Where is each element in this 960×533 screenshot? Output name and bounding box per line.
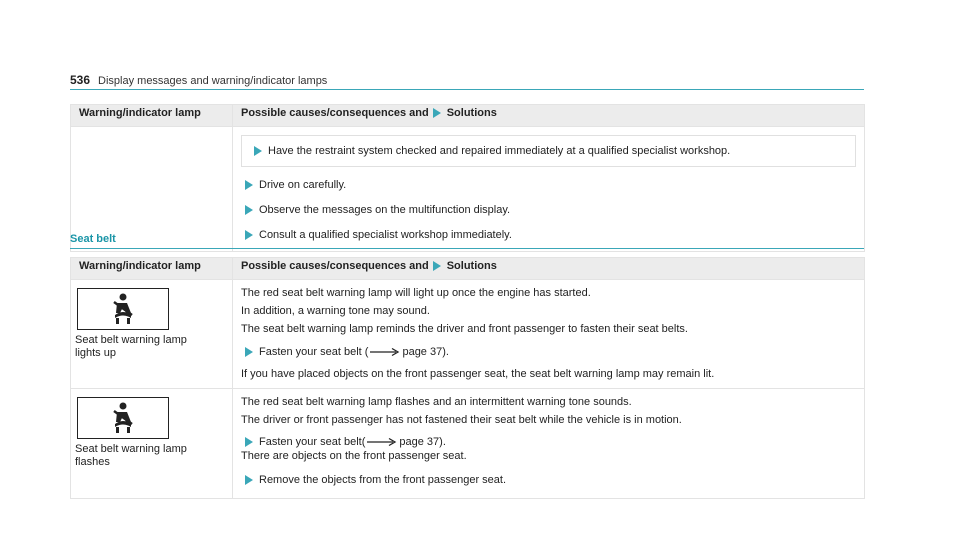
list-item: Consult a qualified specialist workshop immediately. — [241, 227, 856, 243]
solution-arrow-icon — [245, 437, 253, 447]
page-ref-arrow-icon — [367, 437, 397, 447]
page-link[interactable]: page 37). — [365, 434, 445, 450]
lamp-label: Seat belt warning lamp — [75, 334, 187, 346]
page-header — [70, 73, 327, 87]
boxed-instruction: Have the restraint system checked and repaired immediately at a qualified specialist workshop. — [241, 135, 856, 167]
page-title: Display messages and warning/indicator lamps — [98, 75, 328, 87]
col-header-causes: Possible causes/consequences and Solutions — [233, 105, 865, 127]
header-rule — [70, 89, 864, 90]
lamp-label: Seat belt warning lamp — [75, 443, 187, 455]
solution-arrow-icon — [245, 230, 253, 240]
causes-cell — [233, 127, 865, 252]
section-title: Seat belt — [70, 233, 116, 245]
list-item: Remove the objects from the front passenger seat. — [241, 472, 856, 488]
list-item: Observe the messages on the multifunction display. — [241, 202, 856, 218]
list-item: Fasten your seat belt ( page 37). — [241, 344, 856, 360]
solution-arrow-icon — [433, 108, 441, 118]
solution-arrow-icon — [245, 180, 253, 190]
col-header-lamp: Warning/indicator lamp — [71, 258, 233, 280]
solution-arrow-icon — [245, 347, 253, 357]
list-item: Fasten your seat belt( page 37). — [241, 434, 856, 450]
warning-table-2 — [70, 257, 865, 499]
causes-cell: The red seat belt warning lamp flashes and an intermittent warning tone sounds. The driver or front passenger has not fastened their seat belt while the vehicle is in motion. Fasten your seat belt( page 37). There are objects on the front passenger seat. Remove the objects from the front passenger seat. — [233, 389, 865, 499]
lamp-label: flashes — [75, 456, 110, 468]
warning-table-1 — [70, 104, 865, 252]
causes-cell: The red seat belt warning lamp will light up once the engine has started. In addition, a warning tone may sound. The seat belt warning lamp reminds the driver and front passenger to fasten their seat belts. Fasten your seat belt ( page 37). If you have placed objects on the front passenger seat, the seat belt warning lamp may remain lit. — [233, 280, 865, 389]
lamp-cell — [71, 280, 233, 389]
section-rule — [70, 248, 864, 249]
seat-belt-icon — [77, 288, 169, 330]
lamp-cell — [71, 389, 233, 499]
page-number: 536 — [70, 73, 91, 87]
solution-arrow-icon — [433, 261, 441, 271]
col-header-lamp: Warning/indicator lamp — [71, 105, 233, 127]
solution-arrow-icon — [245, 205, 253, 215]
col-header-causes: Possible causes/consequences and Solutions — [233, 258, 865, 280]
list-item: Drive on carefully. — [241, 177, 856, 193]
page-ref-arrow-icon — [370, 347, 400, 357]
solution-arrow-icon — [245, 475, 253, 485]
seat-belt-icon — [77, 397, 169, 439]
page-link[interactable]: page 37). — [368, 344, 448, 360]
lamp-label: lights up — [75, 347, 116, 359]
solution-arrow-icon — [254, 146, 262, 156]
